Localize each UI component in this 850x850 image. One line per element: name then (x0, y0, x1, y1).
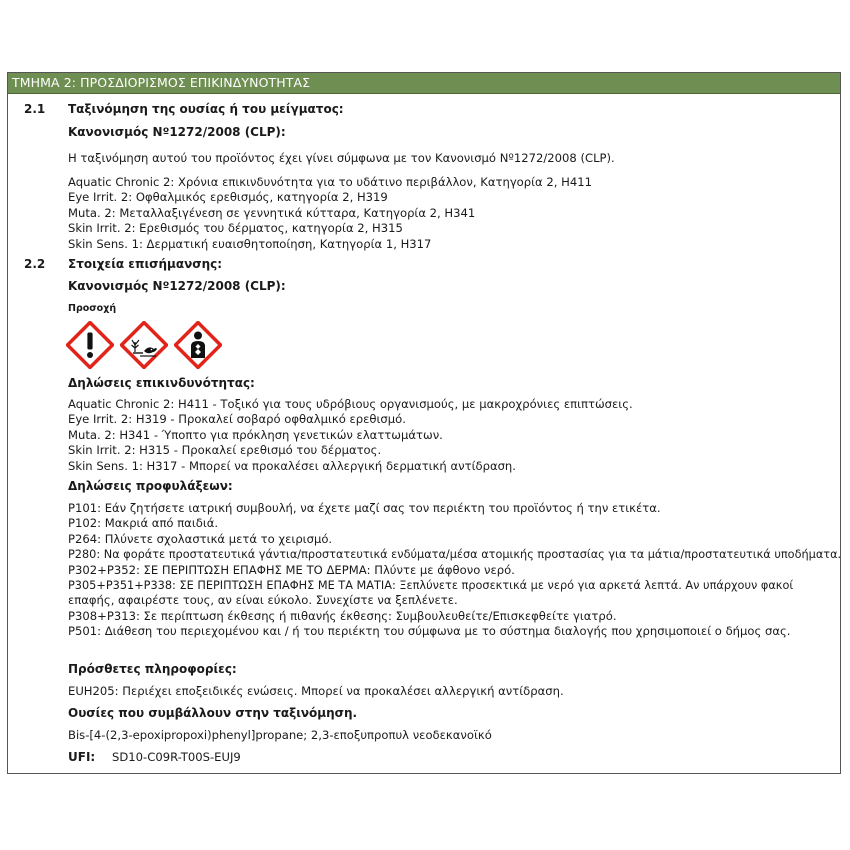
subsection-number-2-2: 2.2 (24, 257, 46, 271)
precautionary-statement: P501: Διάθεση του περιεχομένου και / ή του περιέκτη του σύμφωνα με το σύστημα διαλογής που χρησιμοποιεί ο δήμος σας. (68, 624, 791, 639)
contributing-substances-title: Ουσίες που συμβάλλουν στην ταξινόμηση. (68, 706, 358, 720)
ufi-label: UFI: (68, 750, 96, 764)
additional-info-title: Πρόσθετες πληροφορίες: (68, 662, 237, 676)
section-title: ΤΜΗΜΑ 2: ΠΡΟΣΔΙΟΡΙΣΜΟΣ ΕΠΙΚΙΝΔΥΝΟΤΗΤΑΣ (8, 73, 840, 94)
hazard-statement: Eye Irrit. 2: H319 - Προκαλεί σοβαρό οφθαλμικό ερεθισμό. (68, 412, 406, 427)
regulation-heading-2-2: Κανονισμός Nº1272/2008 (CLP): (68, 279, 286, 293)
precautionary-statements-list (68, 501, 841, 640)
precautionary-statement: P305+P351+P338: ΣΕ ΠΕΡΙΠΤΩΣΗ ΕΠΑΦΗΣ ΜΕ ΤΑ ΜΑΤΙΑ: Ξεπλύνετε προσεκτικά με νερό για αρκετά λεπτά. Αν υπάρχουν φακοί (68, 579, 794, 593)
contributing-substances-text: Bis-[4-(2,3-epoxipropoxi)phenyl]propane; 2,3-εποξυπροπυλ νεοδεκανοϊκό (68, 728, 492, 742)
additional-info-text: EUH205: Περιέχει εποξειδικές ενώσεις. Μπορεί να προκαλέσει αλλεργική αντίδραση. (68, 684, 564, 698)
precautionary-statement: επαφής, αφαιρέστε τους, αν είναι εύκολο. Συνεχίστε να ξεπλένετε. (68, 593, 458, 608)
hazard-statement: Muta. 2: H341 - Ύποπτο για πρόκληση γενετικών ελαττωμάτων. (68, 427, 443, 442)
subsection-heading-2-1: Ταξινόμηση της ουσίας ή του μείγματος: (68, 102, 344, 116)
ghs-pictograms (66, 321, 222, 369)
regulation-heading-2-1: Κανονισμός Nº1272/2008 (CLP): (68, 125, 286, 139)
signal-word: Προσοχή (68, 303, 117, 314)
classification-item: Muta. 2: Μεταλλαξιγένεση σε γεννητικά κύτταρα, Κατηγορία 2, H341 (68, 205, 476, 220)
hazard-statements-title: Δηλώσεις επικινδυνότητας: (68, 376, 255, 390)
precautionary-statement: P280: Να φοράτε προστατευτικά γάντια/προστατευτικά ενδύματα/μέσα ατομικής προστασίας για τα μάτια/προστατευτικά υποδήματα. (68, 548, 842, 562)
classification-item: Skin Irrit. 2: Ερεθισμός του δέρματος, κατηγορία 2, H315 (68, 221, 403, 236)
sds-section-2 (7, 72, 841, 774)
classification-intro: Η ταξινόμηση αυτού του προϊόντος έχει γίνει σύμφωνα με τον Κανονισμό Nº1272/2008 (CLP). (68, 151, 615, 165)
subsection-heading-2-2: Στοιχεία επισήμανσης: (68, 257, 223, 271)
precautionary-statement: P308+P313: Σε περίπτωση έκθεσης ή πιθανής έκθεσης: Συμβουλευθείτε/Επισκεφθείτε γιατρό. (68, 608, 617, 623)
precautionary-statement: P101: Εάν ζητήσετε ιατρική συμβουλή, να έχετε μαζί σας τον περιέκτη του προϊόντος ή την ετικέτα. (68, 501, 661, 515)
precautionary-statements-title: Δηλώσεις προφυλάξεων: (68, 479, 233, 493)
hazard-statements-list (68, 397, 633, 474)
environment-hazard-icon (120, 321, 168, 369)
ufi-value: SD10-C09R-T00S-EUJ9 (112, 750, 241, 764)
hazard-statement: Skin Irrit. 2: H315 - Προκαλεί ερεθισμό του δέρματος. (68, 443, 382, 458)
precautionary-statement: P102: Μακριά από παιδιά. (68, 516, 219, 531)
classification-item: Eye Irrit. 2: Οφθαλμικός ερεθισμός, κατηγορία 2, H319 (68, 190, 388, 205)
hazard-statement: Aquatic Chronic 2: H411 - Τοξικό για τους υδρόβιους οργανισμούς, με μακροχρόνιες επιπτώσεις. (68, 397, 633, 411)
classification-item: Skin Sens. 1: Δερματική ευαισθητοποίηση, Κατηγορία 1, H317 (68, 236, 432, 251)
precautionary-statement: P264: Πλύνετε σχολαστικά μετά το χειρισμό. (68, 531, 333, 546)
classification-list (68, 175, 592, 252)
exclamation-mark-icon (66, 321, 114, 369)
hazard-statement: Skin Sens. 1: H317 - Μπορεί να προκαλέσει αλλεργική δερματική αντίδραση. (68, 458, 516, 473)
classification-item: Aquatic Chronic 2: Χρόνια επικινδυνότητα για το υδάτινο περιβάλλον, Κατηγορία 2, H411 (68, 175, 592, 189)
precautionary-statement: P302+P352: ΣΕ ΠΕΡΙΠΤΩΣΗ ΕΠΑΦΗΣ ΜΕ ΤΟ ΔΕΡΜΑ: Πλύντε με άφθονο νερό. (68, 562, 515, 577)
health-hazard-icon (174, 321, 222, 369)
subsection-number-2-1: 2.1 (24, 102, 46, 116)
